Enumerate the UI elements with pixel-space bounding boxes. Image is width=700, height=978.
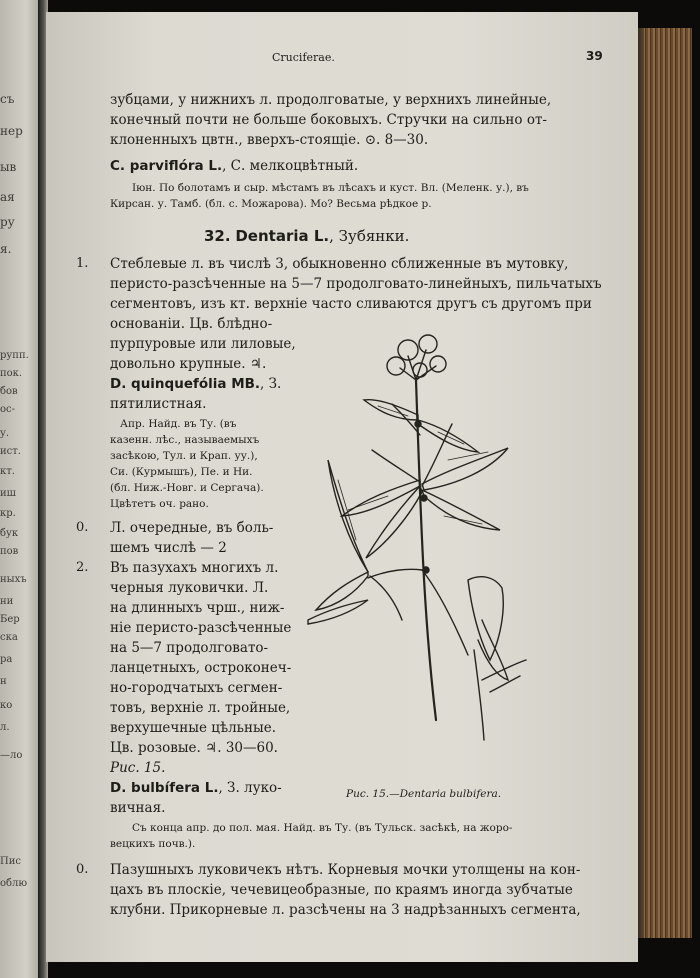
left-page-fragment: пок.	[0, 368, 23, 379]
species-heading	[110, 158, 358, 174]
left-page-fragment: кт.	[0, 466, 15, 477]
text-line: клубни. Прикорневые л. разсѣчены на 3 надрѣзанныхъ сегмента,	[110, 902, 581, 918]
species-name: C. parviflóra L.	[110, 158, 223, 174]
text-line: шемъ числѣ — 2	[110, 540, 227, 556]
key-number: 2.	[76, 560, 89, 575]
dentaria-bulbifera-illustration	[268, 320, 540, 750]
left-page-fragment: ыв	[0, 160, 17, 174]
key-number: 0.	[76, 862, 89, 877]
left-page-fragment: ко	[0, 700, 13, 711]
genus-number: 32.	[204, 227, 231, 245]
left-page-fragment: я.	[0, 242, 12, 256]
text-line: черныя луковички. Л.	[110, 580, 269, 596]
left-page-fragment: бов	[0, 386, 18, 397]
small-text-line: Апр. Найд. въ Ту. (въ	[120, 418, 237, 430]
species-common-name: , З.	[260, 376, 282, 392]
book-page	[46, 12, 638, 962]
text-line: основаніи. Цв. блѣдно-	[110, 316, 273, 332]
text-line: сегментовъ, изъ кт. верхніе часто сливаются другъ съ другомъ при	[110, 296, 592, 312]
left-page-fragment: —ло	[0, 750, 23, 761]
text-line: цахъ въ плоскіе, чечевицеобразные, по краямъ иногда зубчатые	[110, 882, 573, 898]
left-page-fragment: облю	[0, 878, 28, 889]
text-line: товъ, верхніе л. тройные,	[110, 700, 291, 716]
text-line: Въ пазухахъ многихъ л.	[110, 560, 279, 576]
text-line: Л. очередные, въ боль-	[110, 520, 274, 536]
text-line: вичная.	[110, 800, 166, 816]
text-line: зубцами, у нижнихъ л. продолговатые, у верхнихъ линейные,	[110, 92, 552, 108]
species-name: D. quinquefólia MB.	[110, 376, 261, 392]
page-number: 39	[586, 49, 603, 63]
small-text-line: Іюн. По болотамъ и сыр. мѣстамъ въ лѣсахъ и куст. Вл. (Меленк. у.), въ	[132, 182, 529, 194]
text-line: ніе перисто-разсѣченные	[110, 620, 292, 636]
left-page-fragment: иш	[0, 488, 16, 499]
left-page-fragment: у.	[0, 428, 10, 439]
left-page-fragment: рупп.	[0, 350, 29, 361]
left-page-fragment: н	[0, 676, 7, 687]
species-heading	[110, 780, 282, 796]
small-text-line: казенн. лѣс., называемыхъ	[110, 434, 260, 446]
species-common-name: , С. мелкоцвѣтный.	[222, 158, 359, 174]
genus-name: Dentaria L.	[235, 227, 330, 245]
small-text-line: вецкихъ почв.).	[110, 838, 196, 850]
left-page-fragment: ру	[0, 215, 15, 229]
left-page-fragment: нер	[0, 124, 23, 138]
left-page-fragment: Пис	[0, 856, 21, 867]
left-page-fragment: ска	[0, 632, 18, 643]
left-page-fragment: съ	[0, 92, 15, 106]
left-page-fragment: ныхъ	[0, 574, 27, 585]
left-page-fragment: ра	[0, 654, 13, 665]
species-common-name: , З. луко-	[218, 780, 282, 796]
text-line: конечный почти не больше боковыхъ. Стручки на сильно от-	[110, 112, 547, 128]
text-line: перисто-разсѣченные на 5—7 продолговато-линейныхъ, пильчатыхъ	[110, 276, 602, 292]
figure-reference: Рис. 15.	[110, 760, 166, 776]
text-line: Пазушныхъ луковичекъ нѣтъ. Корневыя мочки утолщены на кон-	[110, 862, 581, 878]
text-line: клоненныхъ цвтн., вверхъ-стоящіе. ⊙. 8—30.	[110, 132, 429, 148]
left-page-fragment: кр.	[0, 508, 16, 519]
book-page-edges	[636, 28, 692, 938]
text-line: верхушечные цѣльные.	[110, 720, 277, 736]
text-line: довольно крупные. ♃.	[110, 356, 267, 372]
left-page-fragment: пов	[0, 546, 19, 557]
key-number: 1.	[76, 256, 89, 271]
left-page-fragment: ая	[0, 190, 15, 204]
left-page-fragment: бук	[0, 528, 19, 539]
text-line: но-городчатыхъ сегмен-	[110, 680, 283, 696]
text-line: на 5—7 продолговато-	[110, 640, 269, 656]
key-number: 0.	[76, 520, 89, 535]
genus-heading	[204, 228, 409, 244]
text-line: пятилистная.	[110, 396, 207, 412]
text-line: Цв. розовые. ♃. 30—60.	[110, 740, 278, 756]
text-line: пурпуровые или лиловые,	[110, 336, 296, 352]
small-text-line: Съ конца апр. до пол. мая. Найд. въ Ту. (въ Тульск. засѣкѣ, на жоро-	[132, 822, 513, 834]
small-text-line: засѣкою, Тул. и Крап. уу.),	[110, 450, 258, 462]
small-text-line: Си. (Курмышъ), Пе. и Ни.	[110, 466, 253, 478]
running-header: Cruciferae.	[272, 51, 335, 64]
left-page-fragment: ос-	[0, 404, 15, 415]
species-heading	[110, 376, 281, 392]
species-name: D. bulbífera L.	[110, 780, 219, 796]
left-page-fragment: Бер	[0, 614, 20, 625]
small-text-line: Кирсан. у. Тамб. (бл. с. Можарова). Mo? Весьма рѣдкое р.	[110, 198, 432, 210]
small-text-line: (бл. Ниж.-Новг. и Сергача).	[110, 482, 264, 494]
small-text-line: Цвѣтетъ оч. рано.	[110, 498, 209, 510]
left-page-fragment: ист.	[0, 446, 21, 457]
text-line: ланцетныхъ, остроконеч-	[110, 660, 292, 676]
figure-caption: Рис. 15.—Dentaria bulbifera.	[346, 788, 502, 800]
text-line: на длинныхъ чрш., ниж-	[110, 600, 285, 616]
genus-common-name: , Зубянки.	[329, 227, 410, 245]
left-page-fragment: л.	[0, 722, 10, 733]
left-page-fragment: ни	[0, 596, 14, 607]
text-line: Стеблевые л. въ числѣ 3, обыкновенно сближенные въ мутовку,	[110, 256, 569, 272]
